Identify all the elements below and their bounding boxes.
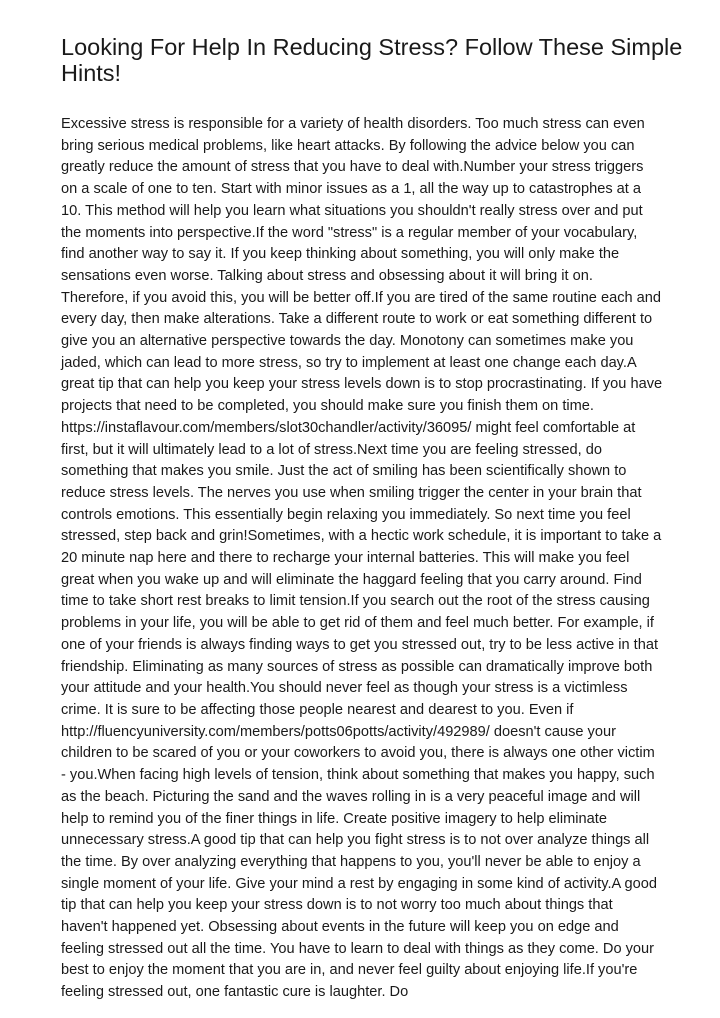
body-text-line: 10. This method will help you learn what situations you shouldn't really stress over and put xyxy=(61,202,643,219)
body-text-line: the time. By over analyzing everything that happens to you, you'll never be able to enjoy a xyxy=(61,853,641,870)
body-text-line: feeling stressed out, one fantastic cure is laughter. Do xyxy=(61,984,409,1001)
body-text-line: feeling stressed out all the time. You have to learn to deal with things as they come. Do your xyxy=(61,940,655,957)
body-text-line: problems in your life, you will be able to get rid of them and feel much better. For example, if xyxy=(61,615,654,632)
body-text-line: great tip that can help you keep your stress levels down is to stop procrastinating. If you have xyxy=(61,376,663,393)
body-text-line: your attitude and your health.You should never feel as though your stress is a victimless xyxy=(61,680,628,697)
body-text-line: first, but it will ultimately lead to a lot of stress.Next time you are feeling stressed, do xyxy=(61,441,603,458)
body-text-line: stressed, step back and grin!Sometimes, with a hectic work schedule, it is important to take a xyxy=(61,528,662,545)
body-text-line: friendship. Eliminating as many sources of stress as possible can dramatically improve both xyxy=(61,658,653,675)
title-line: Hints! xyxy=(61,60,122,86)
body-text-line: give you an alternative perspective towards the day. Monotony can sometimes make you xyxy=(61,333,634,350)
body-text-line: find another way to say it. If you keep thinking about something, you will only make the xyxy=(61,246,620,263)
body-text-line: greatly reduce the amount of stress that you have to deal with.Number your stress triggers xyxy=(61,159,644,176)
body-text-line: children to be scared of you or your coworkers to avoid you, there is always one other victim xyxy=(61,745,655,762)
body-text-line: 20 minute nap here and there to recharge your internal batteries. This will make you feel xyxy=(61,550,630,567)
body-text-line: help to remind you of the finer things in life. Create positive imagery to help eliminate xyxy=(61,810,607,827)
body-text-line: the moments into perspective.If the word "stress" is a regular member of your vocabulary, xyxy=(61,224,638,241)
body-text-line: unnecessary stress.A good tip that can help you fight stress is to not over analyze things all xyxy=(61,832,650,849)
body-text-line: every day, then make alterations. Take a different route to work or eat something different to xyxy=(61,311,653,328)
body-text-line: Therefore, if you avoid this, you will be better off.If you are tired of the same routine each and xyxy=(61,289,662,306)
body-text-line: sensations even worse. Talking about stress and obsessing about it will bring it on. xyxy=(61,267,593,284)
body-text-line: crime. It is sure to be affecting those people nearest and dearest to you. Even if xyxy=(61,701,574,718)
body-text-line: http://fluencyuniversity.com/members/potts06potts/activity/492989/ doesn't cause your xyxy=(61,723,616,740)
body-text-line: tip that can help you keep your stress down is to not worry too much about things that xyxy=(61,897,613,914)
body-text-line: reduce stress levels. The nerves you use when smiling trigger the center in your brain that xyxy=(61,484,642,501)
body-text-line: https://instaflavour.com/members/slot30chandler/activity/36095/ might feel comfortable at xyxy=(61,419,636,436)
body-text-line: Excessive stress is responsible for a variety of health disorders. Too much stress can even xyxy=(61,116,645,132)
body-text-line: - you.When facing high levels of tension, think about something that makes you happy, such xyxy=(61,767,655,784)
body-text-line: one of your friends is always finding ways to get you stressed out, try to be less active in that xyxy=(61,636,659,653)
body-text-line: something that makes you smile. Just the act of smiling has been scientifically shown to xyxy=(61,463,627,480)
document-body xyxy=(61,114,662,1004)
body-text-line: as the beach. Picturing the sand and the waves rolling in is a very peaceful image and will xyxy=(61,788,641,805)
body-text-line: single moment of your life. Give your mind a rest by engaging in some kind of activity.A good xyxy=(61,875,657,892)
body-text-line: haven't happened yet. Obsessing about events in the future will keep you on edge and xyxy=(61,919,619,936)
body-text-line: time to take short rest breaks to limit tension.If you search out the root of the stress causing xyxy=(61,593,650,610)
body-text-line: controls emotions. This essentially begin relaxing you immediately. So next time you feel xyxy=(61,506,631,523)
body-text-line: on a scale of one to ten. Start with minor issues as a 1, all the way up to catastrophes at a xyxy=(61,181,642,198)
body-text-line: projects that need to be completed, you should make sure you finish them on time. xyxy=(61,398,594,415)
body-text-line: best to enjoy the moment that you are in, and never feel guilty about enjoying life.If you're xyxy=(61,962,638,979)
title-line: Looking For Help In Reducing Stress? Follow These Simple xyxy=(61,34,683,60)
document-title xyxy=(61,34,683,86)
body-text-line: great when you wake up and will eliminate the haggard feeling that you carry around. Find xyxy=(61,571,642,588)
body-text-line: bring serious medical problems, like heart attacks. By following the advice below you can xyxy=(61,137,635,154)
body-text-line: jaded, which can lead to more stress, so try to implement at least one change each day.A xyxy=(61,354,637,371)
